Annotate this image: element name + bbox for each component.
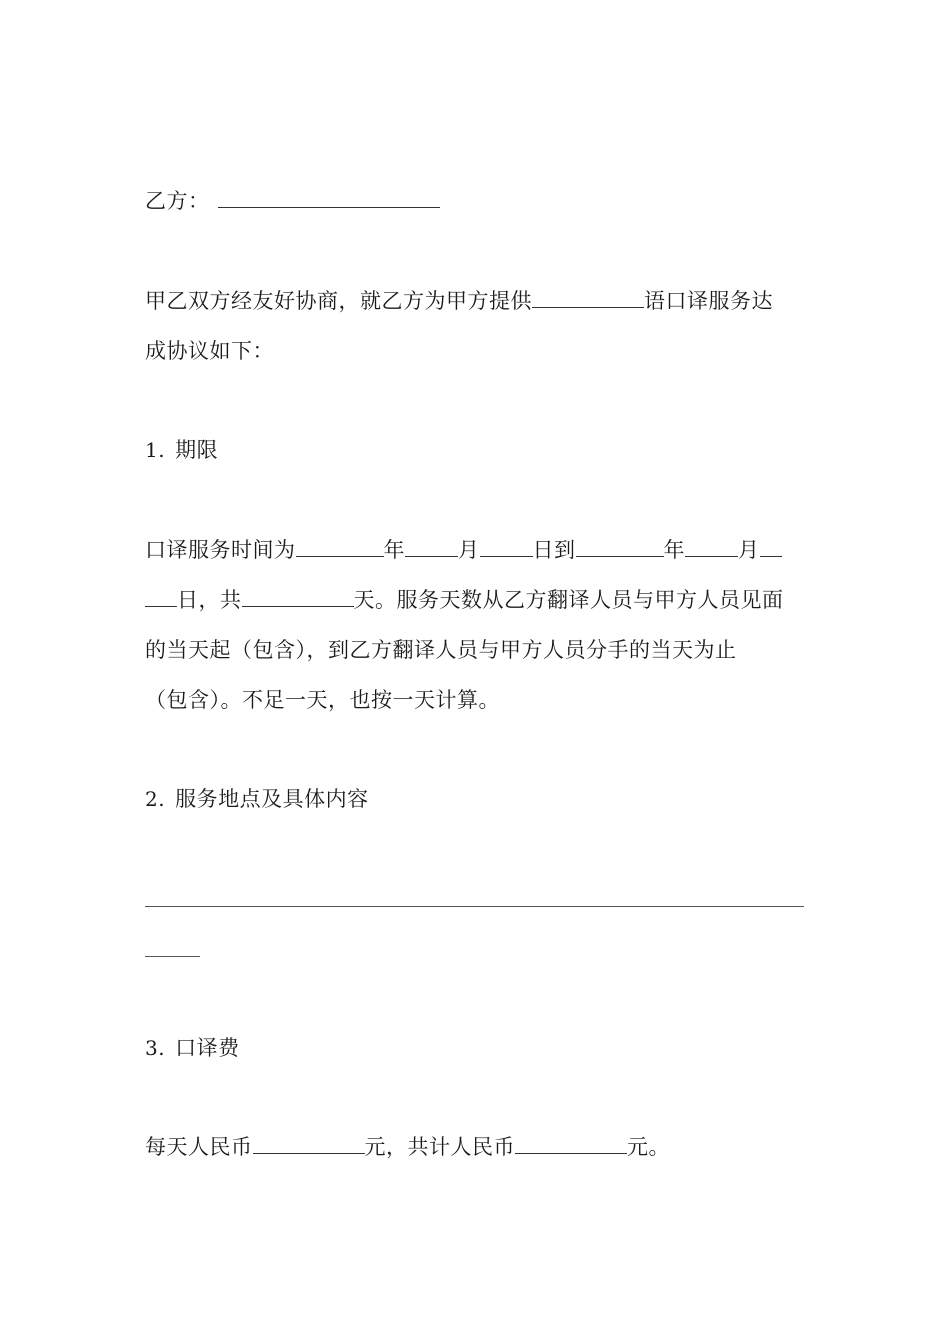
month-label-1: 月 <box>458 538 480 562</box>
party-b-label: 乙方： <box>145 189 210 213</box>
service-content-blank-1[interactable] <box>145 906 804 907</box>
days-desc-text-2: 的当天起（包含），到乙方翻译人员与甲方人员分手的当天为止 <box>145 638 737 662</box>
section-1-title: 期限 <box>175 438 219 462</box>
section-1-line-2 <box>145 586 784 614</box>
section-1-heading <box>145 436 218 464</box>
daily-fee-label: 每天人民币 <box>145 1135 253 1159</box>
end-month-blank[interactable] <box>685 538 738 557</box>
end-day-blank-part-2[interactable] <box>145 588 177 607</box>
service-time-label: 口译服务时间为 <box>145 538 296 562</box>
section-1-line-4 <box>145 686 500 714</box>
days-desc-text-3: （包含）。不足一天，也按一天计算。 <box>145 688 500 712</box>
total-days-blank[interactable] <box>242 588 354 607</box>
section-2-number: 2. <box>145 787 166 811</box>
party-b-blank[interactable] <box>218 189 440 208</box>
section-1-number: 1. <box>145 438 166 462</box>
year-label-1: 年 <box>383 538 405 562</box>
day-to-label: 日到 <box>532 538 576 562</box>
intro-text-c: 成协议如下： <box>145 339 274 363</box>
intro-line-2 <box>145 337 274 365</box>
service-content-blank-2[interactable] <box>145 956 200 957</box>
party-b-line <box>145 187 440 215</box>
end-year-blank[interactable] <box>576 538 664 557</box>
language-blank[interactable] <box>532 289 644 308</box>
section-1-line-3 <box>145 636 737 664</box>
section-3-number: 3. <box>145 1036 166 1060</box>
section-1-line-1 <box>145 536 782 564</box>
daily-fee-blank[interactable] <box>253 1135 365 1154</box>
month-label-2: 月 <box>738 538 760 562</box>
end-day-blank-part-1[interactable] <box>760 538 782 557</box>
section-3-line-1 <box>145 1133 670 1161</box>
year-label-2: 年 <box>663 538 685 562</box>
total-fee-label: 元，共计人民币 <box>364 1135 515 1159</box>
start-day-blank[interactable] <box>480 538 533 557</box>
intro-line-1 <box>145 287 773 315</box>
start-year-blank[interactable] <box>296 538 384 557</box>
section-3-title: 口译费 <box>175 1036 240 1060</box>
days-desc-text: 天。服务天数从乙方翻译人员与甲方人员见面 <box>353 588 784 612</box>
section-2-heading <box>145 785 369 813</box>
total-days-label: 日，共 <box>177 588 242 612</box>
yuan-label: 元。 <box>627 1135 670 1159</box>
start-month-blank[interactable] <box>405 538 458 557</box>
section-2-title: 服务地点及具体内容 <box>175 787 369 811</box>
intro-text-a: 甲乙双方经友好协商，就乙方为甲方提供 <box>145 289 532 313</box>
total-fee-blank[interactable] <box>515 1135 627 1154</box>
intro-text-b: 语口译服务达 <box>644 289 773 313</box>
section-3-heading <box>145 1034 240 1062</box>
